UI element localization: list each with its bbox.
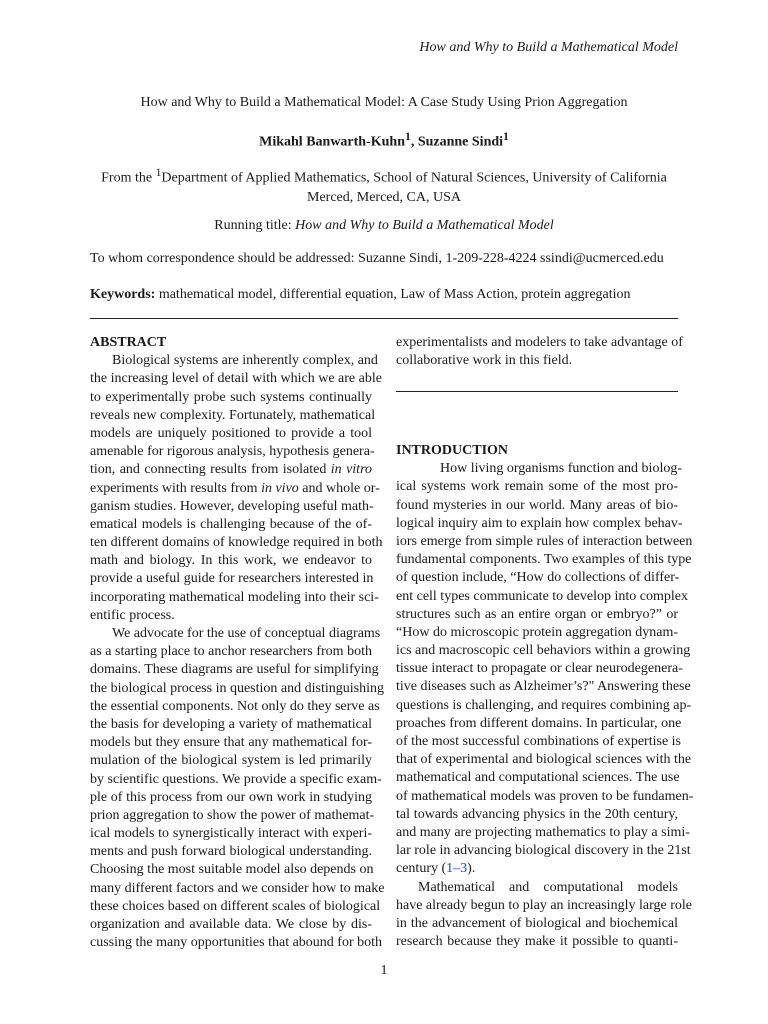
- intro-line: [396, 860, 678, 878]
- abstract-text: tion, and connecting results from isolated: [90, 462, 331, 478]
- abstract-italic: in vivo: [261, 480, 299, 496]
- abstract-line: provide a useful guide for researchers interested in: [90, 571, 374, 587]
- intro-line: “How do microscopic protein aggregation dynam-: [396, 624, 678, 640]
- affiliation-line-1: Department of Applied Mathematics, School of Natural Sciences, University of California: [161, 170, 667, 186]
- keywords: [90, 285, 678, 304]
- intro-line: proaches from different domains. In particular, one: [396, 715, 682, 731]
- abstract-line: Biological systems are inherently complex, and: [112, 353, 378, 369]
- abstract-line: ments and push forward biological understanding.: [90, 844, 372, 860]
- abstract-divider: [396, 391, 678, 392]
- running-title: [90, 216, 678, 235]
- abstract-section: [90, 334, 385, 952]
- author-name: Suzanne Sindi: [417, 134, 504, 150]
- abstract-line: [90, 461, 372, 479]
- abstract-line: the increasing level of detail with which we are able: [90, 371, 382, 387]
- abstract-text: experiments with results from: [90, 480, 262, 496]
- correspondence: To whom correspondence should be addressed: Suzanne Sindi, 1-209-228-4224 ssindi@ucmerced.edu: [90, 251, 664, 266]
- abstract-line: ten different domains of knowledge required in both: [90, 535, 383, 551]
- intro-line: tive diseases such as Alzheimer’s?" Answering these: [396, 679, 691, 695]
- abstract-line: as a starting place to anchor researchers from both: [90, 644, 372, 660]
- page-number: 1: [380, 963, 388, 978]
- author-affiliation-mark: 1: [503, 130, 509, 143]
- intro-line: questions is challenging, and requires combining ap-: [396, 697, 692, 713]
- abstract-line: by scientific questions. We provide a specific exam-: [90, 771, 382, 787]
- introduction-heading: INTRODUCTION: [396, 443, 509, 458]
- intro-line: tissue interact to propagate or clear neurodegenera-: [396, 661, 683, 677]
- abstract-continuation: [396, 334, 683, 370]
- abstract-line: experimentalists and modelers to take advantage of: [396, 335, 683, 350]
- abstract-line: collaborative work in this field.: [396, 353, 573, 369]
- abstract-line: [90, 480, 380, 498]
- author-affiliation-mark: 1: [405, 130, 411, 143]
- citation-link[interactable]: 1–3: [446, 861, 468, 877]
- intro-line: mathematical and computational sciences. The use: [396, 770, 680, 786]
- abstract-italic: in vitro: [330, 462, 372, 478]
- keywords-label: Keywords:: [90, 287, 156, 302]
- running-title-value: How and Why to Build a Mathematical Model: [295, 218, 554, 233]
- abstract-line: Choosing the most suitable model also depends on: [90, 862, 374, 878]
- abstract-line: ple of this process from our own work in studying: [90, 789, 372, 805]
- intro-line: ent cell types communicate to develop into complex: [396, 588, 688, 604]
- running-title-label: Running title:: [214, 218, 296, 233]
- intro-line: of question include, “How do collections of differ-: [396, 570, 680, 586]
- intro-line: How living organisms function and biolog-: [440, 461, 682, 477]
- intro-line: tal towards advancing physics in the 20th century,: [396, 806, 678, 822]
- abstract-line: many different factors and we consider how to make: [90, 880, 385, 896]
- intro-line: structures such as an entire organ or embryo?” or: [396, 606, 678, 622]
- keywords-value: mathematical model, differential equation, Law of Mass Action, protein aggregation: [155, 287, 631, 302]
- abstract-line: prion aggregation to show the power of mathemat-: [90, 807, 375, 823]
- abstract-line: incorporating mathematical modeling into their sci-: [90, 589, 379, 605]
- intro-text: ).: [467, 861, 476, 877]
- abstract-line: entific process.: [90, 607, 175, 623]
- intro-line: found mysteries in our world. Many areas of bio-: [396, 497, 678, 513]
- intro-line: iors emerge from simple rules of interaction between: [396, 533, 693, 549]
- author-list: [90, 127, 678, 152]
- intro-line: ics and macroscopic cell behaviors within a growing: [396, 643, 691, 659]
- intro-line: in the advancement of biological and biochemical: [396, 915, 678, 931]
- abstract-line: We advocate for the use of conceptual diagrams: [112, 626, 381, 641]
- abstract-line: organization and available data. We close by dis-: [90, 917, 372, 932]
- author-name: Mikahl Banwarth-Kuhn: [259, 134, 405, 150]
- intro-line: research because they make it possible to quanti-: [396, 934, 678, 950]
- intro-line: fundamental components. Two examples of this type: [396, 552, 692, 568]
- abstract-line: the essential components. Not only do they serve as: [90, 698, 380, 714]
- abstract-line: ematical models is challenging because of the of-: [90, 516, 372, 532]
- abstract-line: the basis for developing a variety of mathematical: [90, 716, 372, 732]
- paper-title: How and Why to Build a Mathematical Model: A Case Study Using Prion Aggregation: [140, 95, 628, 110]
- intro-text: century (: [396, 861, 447, 877]
- abstract-line: math and biology. In this work, we endeavor to: [90, 553, 372, 569]
- affiliation: [90, 163, 678, 207]
- intro-line: have already begun to play an increasingly large role: [396, 897, 692, 913]
- intro-line: of the most successful combinations of expertise is: [396, 734, 681, 749]
- abstract-line: domains. These diagrams are useful for simplifying: [90, 662, 379, 678]
- affiliation-mark: 1: [155, 166, 162, 179]
- abstract-line: the biological process in question and distinguishing: [90, 680, 384, 696]
- abstract-line: to experimentally probe such systems continually: [90, 389, 372, 405]
- intro-line: Mathematical and computational models: [418, 879, 678, 895]
- abstract-line: cussing the many opportunities that abound for both: [90, 935, 383, 951]
- affiliation-line-2: Merced, Merced, CA, USA: [307, 189, 461, 205]
- header-divider: [90, 318, 678, 319]
- intro-line: ical systems work remain some of the most pro-: [396, 479, 678, 495]
- abstract-text: and whole or-: [298, 480, 380, 496]
- abstract-line: amenable for rigorous analysis, hypothesis genera-: [90, 444, 375, 460]
- intro-line: lar role in advancing biological discovery in the 21st: [396, 843, 691, 859]
- intro-line: and many are projecting mathematics to play a simi-: [396, 824, 690, 840]
- abstract-line: models but they ensure that any mathematical for-: [90, 735, 372, 751]
- abstract-line: ganism studies. However, developing useful math-: [90, 498, 374, 514]
- intro-line: that of experimental and biological sciences with the: [396, 752, 692, 768]
- intro-line: logical inquiry aim to explain how complex behav-: [396, 515, 683, 531]
- abstract-line: reveals new complexity. Fortunately, mathematical: [90, 407, 376, 423]
- abstract-line: ical models to synergistically interact with experi-: [90, 826, 372, 842]
- abstract-line: mulation of the biological system is led primarily: [90, 753, 372, 769]
- running-head: How and Why to Build a Mathematical Model: [419, 40, 678, 55]
- introduction-section: [396, 442, 694, 951]
- intro-line: of mathematical models was proven to be fundamen-: [396, 788, 694, 804]
- abstract-line: models are uniquely positioned to provide a tool: [90, 425, 372, 441]
- affiliation-prefix: From the: [101, 170, 156, 186]
- author-separator: ,: [410, 134, 418, 150]
- abstract-line: these choices based on different scales of biological: [90, 898, 381, 914]
- abstract-heading: ABSTRACT: [90, 335, 167, 350]
